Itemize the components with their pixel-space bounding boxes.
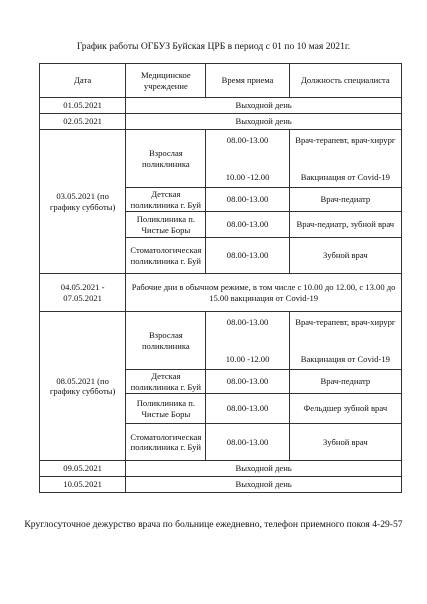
time-cell: 08.00-13.00	[206, 394, 289, 424]
specialist-value: Врач-терапевт, врач-хирург	[295, 316, 396, 327]
header-facility: Медицинское учреждение	[126, 64, 206, 98]
table-header-row	[40, 64, 402, 98]
time-cell	[206, 130, 289, 188]
date-cell: 10.05.2021	[40, 477, 126, 493]
note-cell: Выходной день	[126, 461, 402, 477]
time-value: 10.00 -12.00	[225, 354, 270, 364]
facility-cell: Взрослая поликлиника	[126, 130, 206, 188]
date-cell: 02.05.2021	[40, 114, 126, 130]
table-row	[40, 461, 402, 477]
facility-cell: Стоматологическая поликлиника г. Буй	[126, 238, 206, 274]
header-specialist: Должность специалиста	[289, 64, 401, 98]
document-title: График работы ОГБУЗ Буйская ЦРБ в период с 01 по 10 мая 2021г.	[76, 41, 351, 52]
facility-cell: Стоматологическая поликлиника г. Буй	[126, 424, 206, 461]
specialist-value: Вакцинация от Covid-19	[300, 354, 390, 364]
time-value: 08.00-13.00	[226, 134, 269, 145]
specialist-cell: Врач-педиатр, зубной врач	[289, 212, 401, 238]
time-cell	[206, 312, 289, 370]
note-cell: Выходной день	[126, 98, 402, 114]
table-row	[40, 477, 402, 493]
date-cell: 03.05.2021 (по графику субботы)	[40, 130, 126, 274]
time-cell: 08.00-13.00	[206, 212, 289, 238]
time-cell: 08.00-13.00	[206, 188, 289, 212]
header-time: Время приема	[206, 64, 289, 98]
note-cell: Рабочие дни в обычном режиме, в том числе с 10.00 до 12.00, с 13.00 до 15.00 вакцинация от Covid-19	[126, 274, 402, 312]
specialist-cell: Врач-педиатр	[289, 188, 401, 212]
specialist-value: Врач-терапевт, врач-хирург	[295, 134, 396, 145]
time-cell: 08.00-13.00	[206, 424, 289, 461]
specialist-cell: Зубной врач	[289, 238, 401, 274]
table-row	[40, 114, 402, 130]
facility-cell: Поликлиника п. Чистые Боры	[126, 212, 206, 238]
time-value: 10.00 -12.00	[225, 172, 270, 182]
date-cell: 01.05.2021	[40, 98, 126, 114]
specialist-cell	[289, 130, 401, 188]
header-date: Дата	[40, 64, 126, 98]
schedule-table	[39, 63, 402, 493]
specialist-cell: Зубной врач	[289, 424, 401, 461]
note-cell: Выходной день	[126, 477, 402, 493]
time-cell: 08.00-13.00	[206, 238, 289, 274]
note-cell: Выходной день	[126, 114, 402, 130]
specialist-cell: Фельдшер зубной врач	[289, 394, 401, 424]
table-row	[40, 312, 402, 370]
time-value: 08.00-13.00	[226, 316, 269, 327]
facility-cell: Поликлиника п. Чистые Боры	[126, 394, 206, 424]
table-row	[40, 98, 402, 114]
table-row	[40, 274, 402, 312]
date-cell: 08.05.2021 (по графику субботы)	[40, 312, 126, 461]
specialist-cell: Врач-педиатр	[289, 370, 401, 394]
specialist-value: Вакцинация от Covid-19	[300, 172, 390, 182]
facility-cell: Взрослая поликлиника	[126, 312, 206, 370]
footer-note: Круглосуточное дежурство врача по больнице ежедневно, телефон приемного покоя 4-29-57	[24, 519, 403, 530]
date-cell: 04.05.2021 - 07.05.2021	[40, 274, 126, 312]
specialist-cell	[289, 312, 401, 370]
date-cell: 09.05.2021	[40, 461, 126, 477]
facility-cell: Детская поликлиника г. Буй	[126, 188, 206, 212]
facility-cell: Детская поликлиника г. Буй	[126, 370, 206, 394]
time-cell: 08.00-13.00	[206, 370, 289, 394]
table-row	[40, 130, 402, 188]
